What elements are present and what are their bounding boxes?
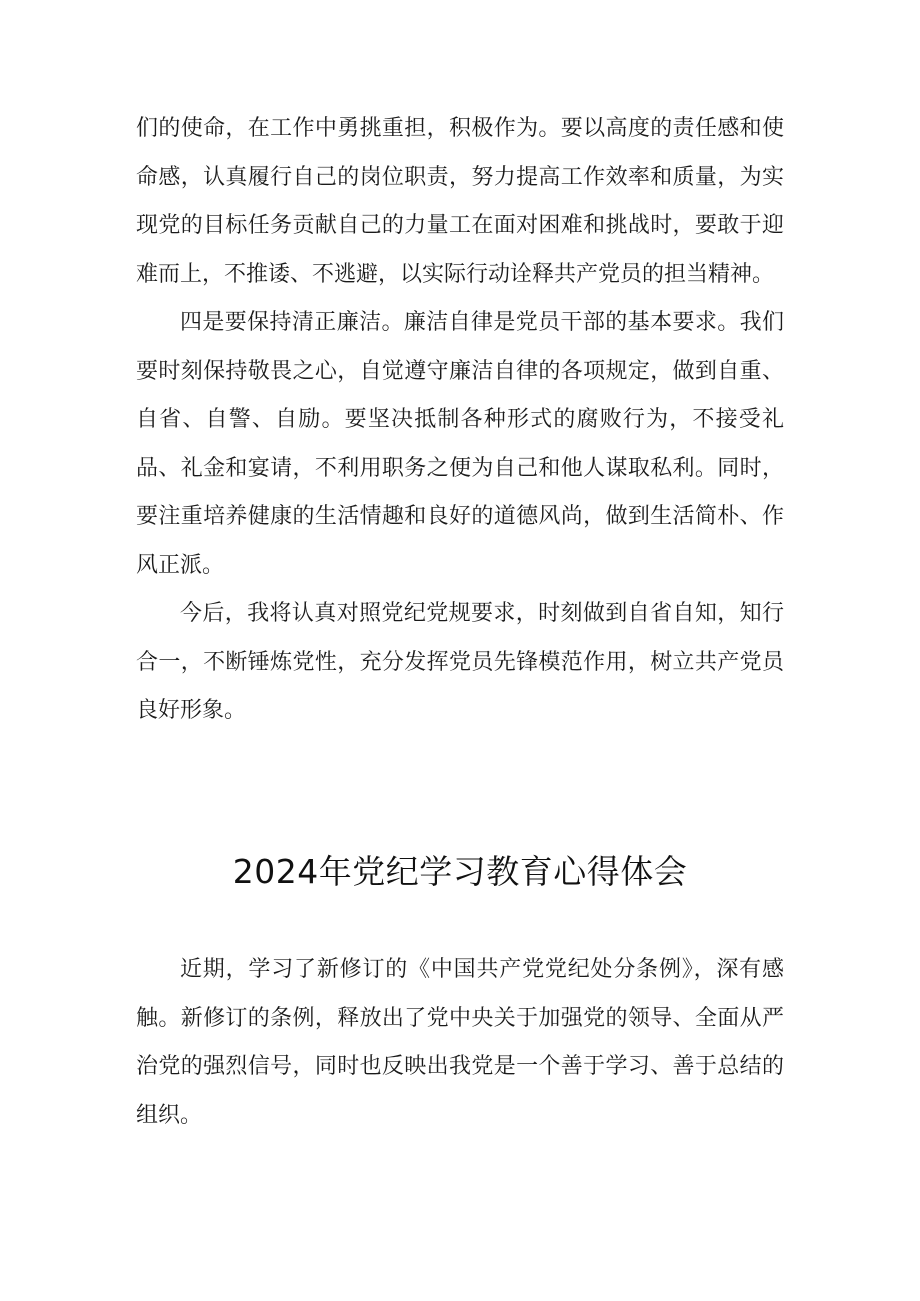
essay-title: 2024年党纪学习教育心得体会 — [232, 852, 688, 891]
paragraph-intro: 近期，学习了新修订的《中国共产党党纪处分条例》，深有感触。新修订的条例，释放出了党中央关于加强党的领导、全面从严治党的强烈信号，同时也反映出我党是一个善于学习、善于总结的组织。 — [136, 957, 784, 1128]
paragraph-integrity: 四是要保持清正廉洁。廉洁自律是党员干部的基本要求。我们要时刻保持敬畏之心，自觉遵守廉洁自律的各项规定，做到自重、自省、自警、自励。要坚决抵制各种形式的腐败行为，不接受礼品、礼金和宴请，不利用职务之便为自己和他人谋取私利。同时，要注重培养健康的生活情趣和良好的道德风尚，做到生活简朴、作风正派。 — [136, 310, 784, 578]
paragraph-responsibility: 们的使命，在工作中勇挑重担，积极作为。要以高度的责任感和使命感，认真履行自己的岗位职责，努力提高工作效率和质量，为实现党的目标任务贡献自己的力量工在面对困难和挑战时，要敢于迎难而上，不推诿、不逃避，以实际行动诠释共产党员的担当精神。 — [136, 116, 784, 287]
essay-body — [136, 946, 784, 1140]
paragraph-conclusion: 今后，我将认真对照党纪党规要求，时刻做到自省自知，知行合一，不断锤炼党性，充分发挥党员先锋模范作用，树立共产党员良好形象。 — [136, 601, 784, 723]
essay-continuation — [136, 105, 784, 736]
